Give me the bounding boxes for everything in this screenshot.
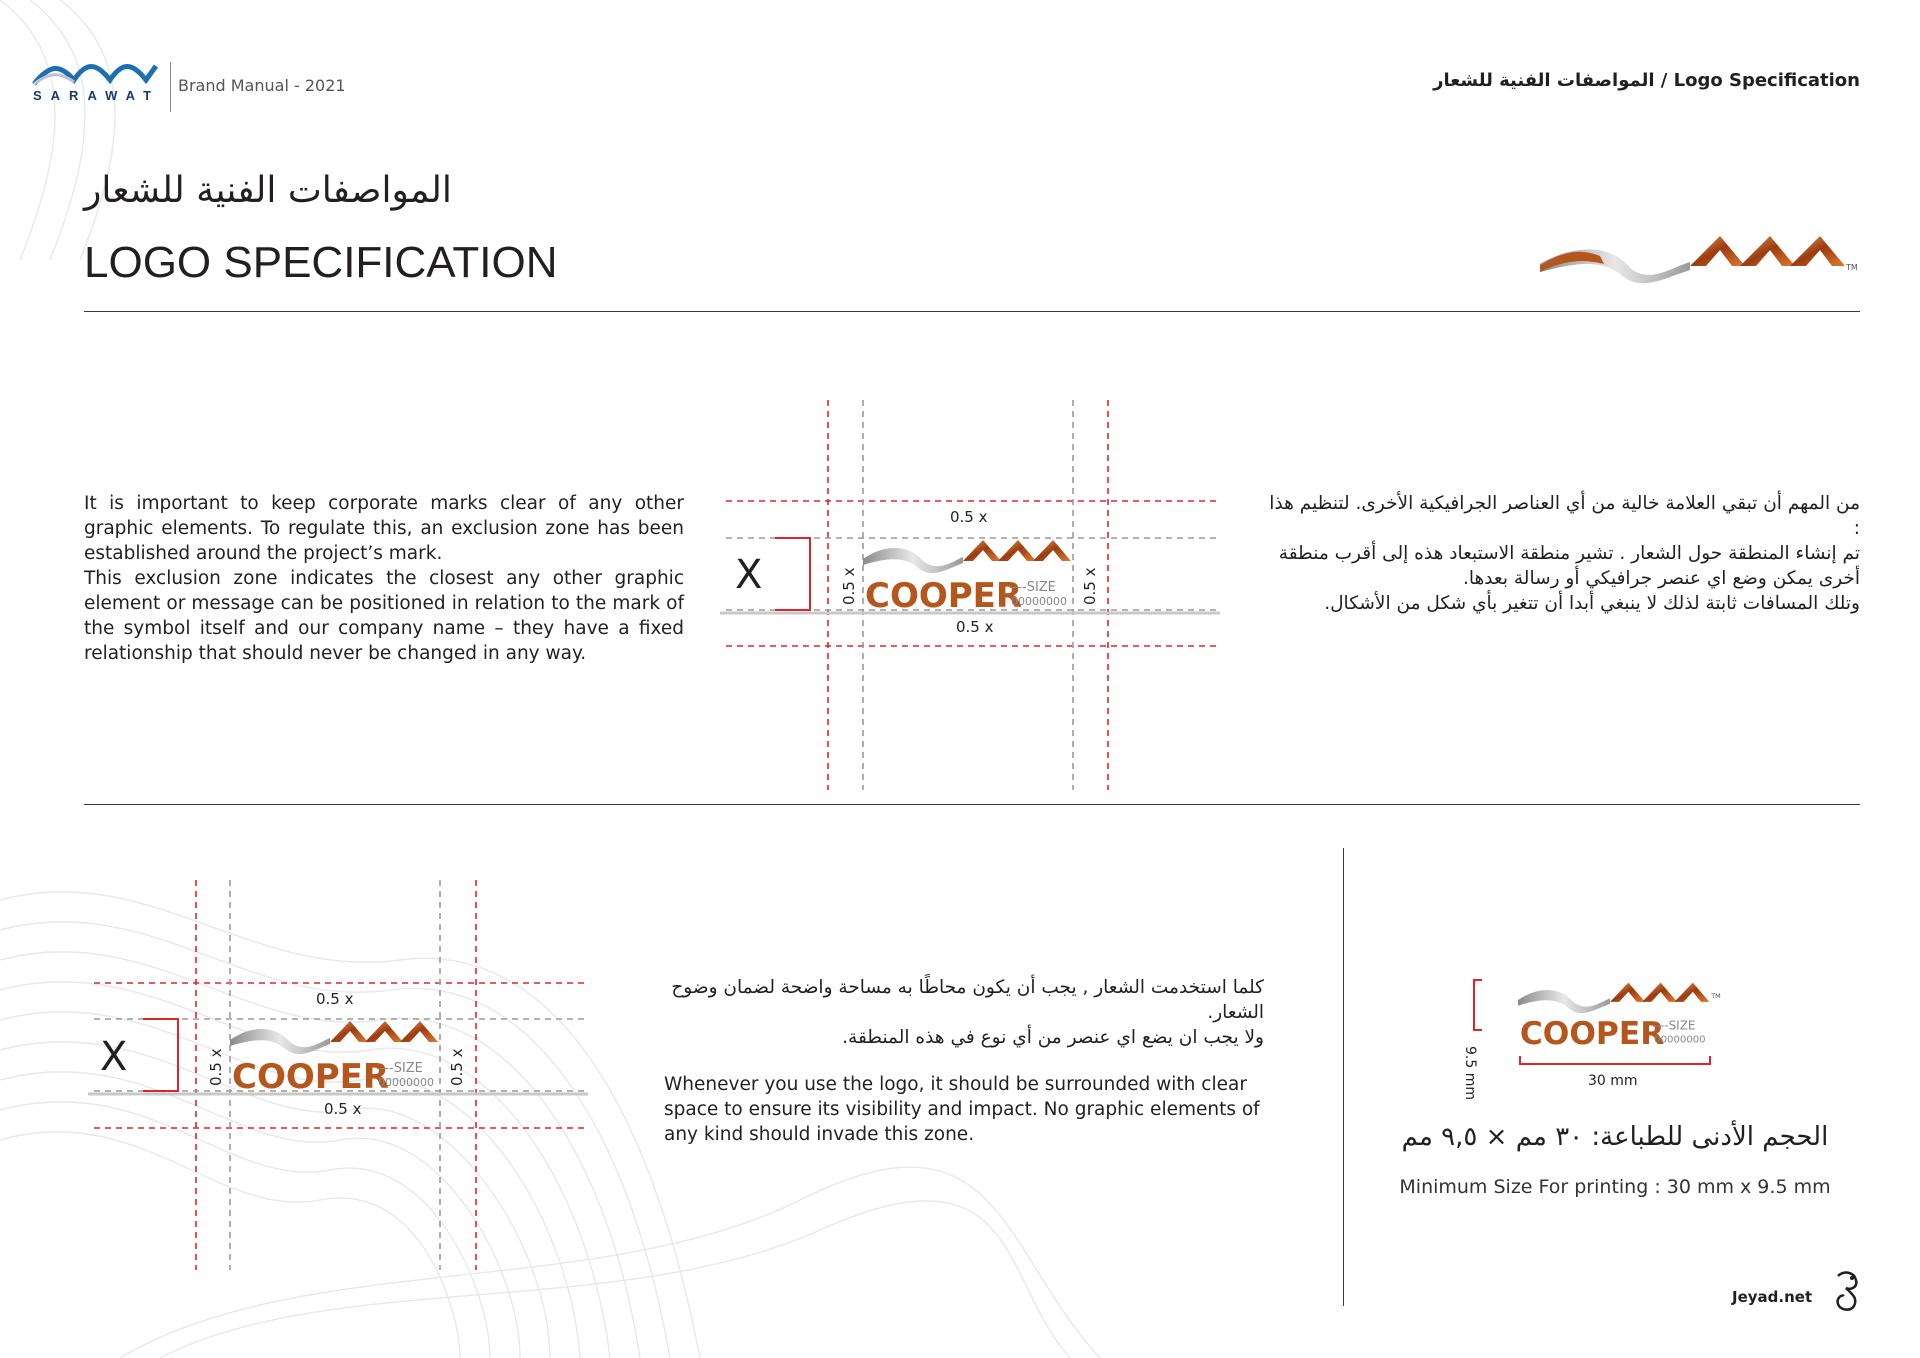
half-x-top: 0.5 x [950,508,988,526]
page-title-english: LOGO SPECIFICATION [84,238,558,287]
cooper-logo [230,1021,438,1097]
sarawat-logo [30,58,160,92]
header-divider [170,62,171,112]
half-x-right: 0.5 x [448,1048,466,1086]
clear-space-text-english: Whenever you use the logo, it should be surrounded with clear space to ensure its visibility and impact. No graphic elements of any kind should invade this zone. [664,1074,1260,1145]
title-divider [84,311,1860,312]
x-label: X [735,552,763,598]
height-label: 9.5 mm [1462,1046,1478,1100]
code-label: 00000000 [378,1076,434,1089]
size-label: —-SIZE [1009,580,1056,595]
size-label: —-SIZE [376,1061,423,1076]
minimum-size-diagram [1462,970,1730,1100]
section-divider [84,804,1860,805]
width-label: 30 mm [1588,1073,1638,1089]
half-x-left: 0.5 x [840,567,858,605]
x-label: X [100,1034,128,1080]
brand-name: SARAWAT [33,88,161,103]
clear-space-text-arabic [664,975,1264,1050]
half-x-left: 0.5 x [207,1048,225,1086]
exclusion-ar-2: تم إنشاء المنطقة حول الشعار . تشير منطقة الاستبعاد هذه إلى أقرب منطقة أخرى يمكن وضع اي عنصر جرافيكي أو رسالة بعدها. [1278,543,1860,589]
minimum-size-arabic: الحجم الأدنى للطباعة: ٣٠ مم × ٩,٥ مم [1401,1122,1829,1152]
cooper-word: COOPER [232,1057,390,1097]
cooper-word: COOPER [865,576,1023,616]
clear-space-ar-2: ولا يجب ان يضع اي عنصر من أي نوع في هذه المنطقة. [842,1027,1264,1048]
half-x-bottom: 0.5 x [956,618,994,636]
exclusion-zone-diagram [720,400,1240,790]
exclusion-paragraph-2: This exclusion zone indicates the closest any other graphic element or message can be positioned in relation to the mark of the symbol itself and our company name – they have a fixed relationship that should never be changed in any way. [84,568,684,664]
size-label: —-SIZE [1652,1018,1696,1033]
jeyad-logo-icon [1832,1270,1862,1314]
exclusion-text-arabic [1260,491,1860,616]
clear-space-ar-1: كلما استخدمت الشعار , يجب أن يكون محاطًا به مساحة واضحة لضمان وضوح الشعار. [671,977,1264,1023]
code-label: 00000000 [1654,1034,1706,1046]
half-x-right: 0.5 x [1081,567,1099,605]
sarawat-wave-icon [30,58,160,88]
half-x-bottom: 0.5 x [324,1100,362,1118]
footer-site: Jeyad.net [1732,1288,1813,1306]
section-label: المواصفات الفنية للشعار / Logo Specification [1433,70,1860,91]
page-title-arabic: المواصفات الفنية للشعار [84,170,452,211]
half-x-top: 0.5 x [316,990,354,1008]
exclusion-paragraph-1: It is important to keep corporate marks clear of any other graphic elements. To regulate this, an exclusion zone has been established around the project’s mark. [84,493,684,564]
clear-space-diagram [88,880,598,1270]
trademark-label: TM [1711,992,1721,1001]
minimum-size-english: Minimum Size For printing : 30 mm x 9.5 mm [1399,1176,1831,1198]
cooper-word: COOPER [1519,1016,1665,1053]
code-label: 00000000 [1011,595,1067,608]
cooper-logo-small [1518,983,1721,1053]
trademark-label: TM [1846,263,1858,272]
exclusion-text-english [84,491,684,666]
cooper-logo [863,540,1071,616]
vertical-divider [1343,848,1344,1306]
brand-manual-label: Brand Manual - 2021 [178,76,346,95]
exclusion-ar-1: من المهم أن تبقي العلامة خالية من أي العناصر الجرافيكية الأخرى. لتنظيم هذا : [1269,493,1860,539]
exclusion-ar-3: وتلك المسافات ثابتة لذلك لا ينبغي أبدا أن تتغير بأي شكل من الأشكال. [1324,593,1860,614]
brand-mark-large [1540,228,1860,288]
